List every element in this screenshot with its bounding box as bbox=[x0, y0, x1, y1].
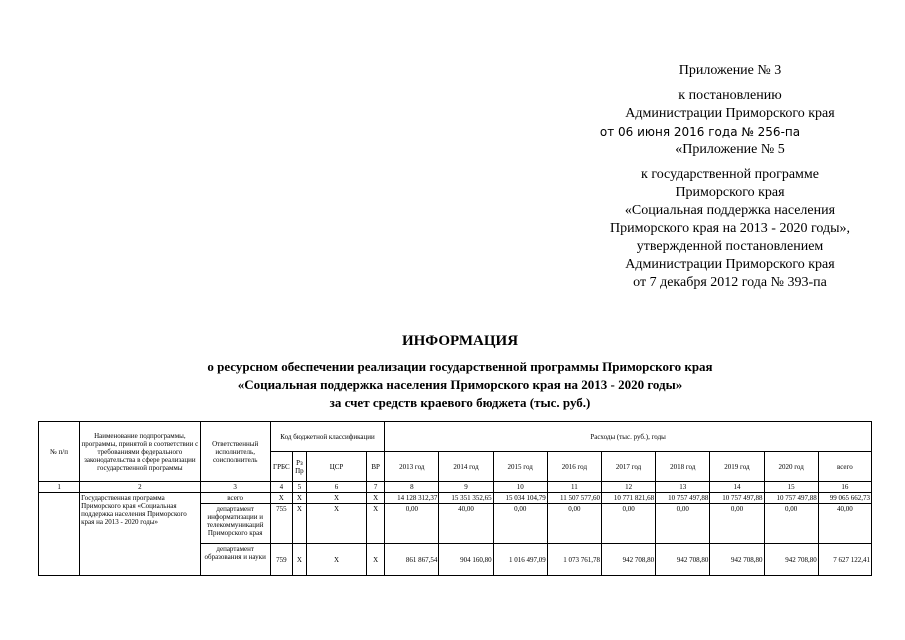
value-cell: 1 073 761,78 bbox=[547, 544, 601, 576]
total-cell: 7 627 122,41 bbox=[818, 544, 871, 576]
csr-cell: Х bbox=[306, 493, 366, 504]
column-number: 4 bbox=[270, 482, 292, 493]
value-cell: 0,00 bbox=[764, 504, 818, 544]
column-number: 13 bbox=[656, 482, 710, 493]
total-cell: 40,00 bbox=[818, 504, 871, 544]
heading-line: «Социальная поддержка населения Приморского края на 2013 - 2020 годы» bbox=[237, 377, 683, 392]
appendix-line: утвержденной постановлением bbox=[636, 239, 824, 254]
resolution-date: от 06 июня 2016 года № 256-па bbox=[599, 125, 801, 139]
csr-cell: Х bbox=[306, 544, 366, 576]
grbs-cell: Х bbox=[270, 493, 292, 504]
appendix-line: «Социальная поддержка населения bbox=[624, 203, 836, 218]
appendix-line: Приморского края bbox=[675, 185, 785, 200]
appendix-line: Администрации Приморского края bbox=[625, 257, 835, 272]
grbs-cell: 755 bbox=[270, 504, 292, 544]
value-cell: 10 757 497,88 bbox=[710, 493, 764, 504]
header-year: 2016 год bbox=[547, 452, 601, 482]
csr-cell: Х bbox=[306, 504, 366, 544]
table-row bbox=[39, 493, 872, 504]
column-number: 3 bbox=[200, 482, 270, 493]
row-number bbox=[39, 493, 80, 576]
responsible-cell: всего bbox=[200, 493, 270, 504]
value-cell: 861 867,54 bbox=[385, 544, 439, 576]
header-num: № п/п bbox=[39, 422, 80, 482]
responsible-cell: департамент образования и науки bbox=[200, 544, 270, 576]
column-number: 5 bbox=[292, 482, 306, 493]
header-year: 2015 год bbox=[493, 452, 547, 482]
header-year: 2013 год bbox=[385, 452, 439, 482]
appendix-line: «Приложение № 5 bbox=[675, 142, 785, 157]
appendix-line: Администрации Приморского края bbox=[625, 106, 835, 121]
appendix-block bbox=[570, 62, 890, 292]
resource-table bbox=[38, 421, 872, 576]
rzpr-cell: Х bbox=[292, 544, 306, 576]
column-number: 10 bbox=[493, 482, 547, 493]
responsible-cell: департамент информатизации и телекоммуникаций Приморского края bbox=[200, 504, 270, 544]
header-year: 2019 год bbox=[710, 452, 764, 482]
value-cell: 40,00 bbox=[439, 504, 493, 544]
header-expenses: Расходы (тыс. руб.), годы bbox=[385, 422, 872, 452]
column-number: 8 bbox=[385, 482, 439, 493]
vr-cell: Х bbox=[367, 504, 385, 544]
value-cell: 10 757 497,88 bbox=[656, 493, 710, 504]
column-number: 12 bbox=[601, 482, 655, 493]
header-name: Наименование подпрограммы, программы, принятой в соответствии с требованиями федерального законодательства в сфере реализации государственной программы bbox=[80, 422, 200, 482]
grbs-cell: 759 bbox=[270, 544, 292, 576]
value-cell: 942 708,80 bbox=[656, 544, 710, 576]
header-year: 2017 год bbox=[601, 452, 655, 482]
rzpr-cell: Х bbox=[292, 504, 306, 544]
header-csr: ЦСР bbox=[306, 452, 366, 482]
header-year: 2014 год bbox=[439, 452, 493, 482]
column-number-row bbox=[39, 482, 872, 493]
column-number: 1 bbox=[39, 482, 80, 493]
header-vr: ВР bbox=[367, 452, 385, 482]
value-cell: 14 128 312,37 bbox=[385, 493, 439, 504]
column-number: 6 bbox=[306, 482, 366, 493]
header-grbs: ГРБС bbox=[270, 452, 292, 482]
value-cell: 0,00 bbox=[656, 504, 710, 544]
column-number: 7 bbox=[367, 482, 385, 493]
total-cell: 99 065 662,73 bbox=[818, 493, 871, 504]
vr-cell: Х bbox=[367, 544, 385, 576]
appendix-line: к государственной программе bbox=[641, 167, 819, 182]
value-cell: 942 708,80 bbox=[764, 544, 818, 576]
value-cell: 942 708,80 bbox=[710, 544, 764, 576]
header-year: 2018 год bbox=[656, 452, 710, 482]
value-cell: 15 034 104,79 bbox=[493, 493, 547, 504]
column-number: 11 bbox=[547, 482, 601, 493]
header-year: 2020 год bbox=[764, 452, 818, 482]
vr-cell: Х bbox=[367, 493, 385, 504]
value-cell: 0,00 bbox=[385, 504, 439, 544]
header-budget-code: Код бюджетной классификации bbox=[270, 422, 384, 452]
column-number: 2 bbox=[80, 482, 200, 493]
program-name: Государственная программа Приморского края «Социальная поддержка населения Приморского края на 2013 - 2020 годы» bbox=[80, 493, 200, 576]
rzpr-cell: Х bbox=[292, 493, 306, 504]
document-title: ИНФОРМАЦИЯ bbox=[401, 333, 519, 349]
appendix-line: Приморского края на 2013 - 2020 годы», bbox=[609, 221, 850, 236]
value-cell: 0,00 bbox=[547, 504, 601, 544]
value-cell: 11 507 577,60 bbox=[547, 493, 601, 504]
column-number: 15 bbox=[764, 482, 818, 493]
document-heading bbox=[60, 330, 860, 412]
value-cell: 904 160,80 bbox=[439, 544, 493, 576]
header-rzpr: Рз Пр bbox=[292, 452, 306, 482]
appendix-line: Приложение № 3 bbox=[678, 63, 782, 78]
value-cell: 10 757 497,88 bbox=[764, 493, 818, 504]
value-cell: 0,00 bbox=[601, 504, 655, 544]
header-total: всего bbox=[818, 452, 871, 482]
value-cell: 0,00 bbox=[493, 504, 547, 544]
value-cell: 10 771 821,68 bbox=[601, 493, 655, 504]
value-cell: 1 016 497,09 bbox=[493, 544, 547, 576]
header-responsible: Ответственный исполнитель, соисполнитель bbox=[200, 422, 270, 482]
column-number: 14 bbox=[710, 482, 764, 493]
column-number: 9 bbox=[439, 482, 493, 493]
value-cell: 942 708,80 bbox=[601, 544, 655, 576]
appendix-line: от 7 декабря 2012 года № 393-па bbox=[633, 275, 827, 290]
heading-line: о ресурсном обеспечении реализации государственной программы Приморского края bbox=[207, 359, 713, 374]
value-cell: 0,00 bbox=[710, 504, 764, 544]
value-cell: 15 351 352,65 bbox=[439, 493, 493, 504]
appendix-line: к постановлению bbox=[678, 88, 782, 103]
heading-line: за счет средств краевого бюджета (тыс. руб.) bbox=[329, 395, 591, 410]
column-number: 16 bbox=[818, 482, 871, 493]
header-row bbox=[39, 422, 872, 452]
